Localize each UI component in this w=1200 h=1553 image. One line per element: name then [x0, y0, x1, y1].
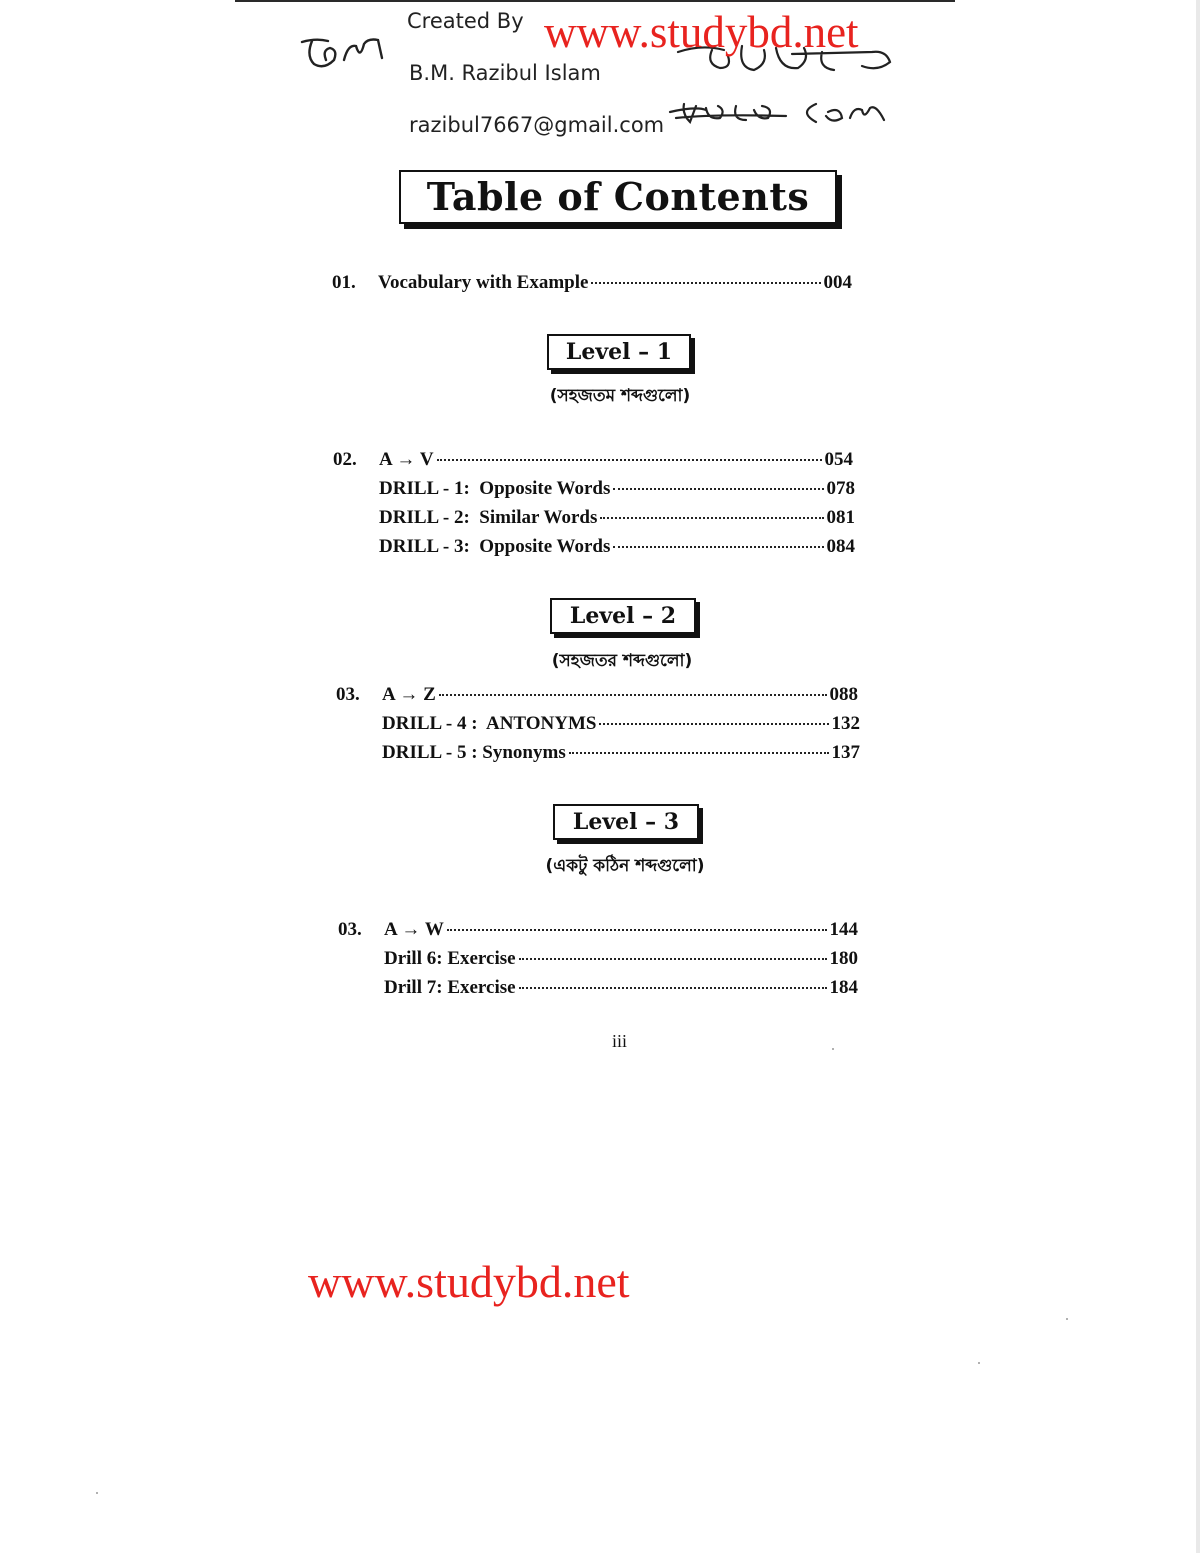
entry-label: DRILL - 2: Similar Words — [379, 507, 598, 528]
dot-leader — [519, 987, 827, 989]
entry-page: 184 — [829, 977, 858, 998]
entry-page: 054 — [824, 449, 853, 470]
entry-label: Drill 7: Exercise — [384, 977, 516, 998]
entry-label: DRILL - 1: Opposite Words — [379, 478, 611, 499]
toc-entry — [338, 919, 858, 945]
entry-label: A → V — [379, 449, 434, 470]
scan-speck — [96, 1492, 98, 1494]
entry-page: 004 — [823, 272, 852, 293]
entry-label: DRILL - 4 : ANTONYMS — [382, 713, 597, 734]
watermark-top: www.studybd.net — [544, 7, 859, 57]
entry-number: 02. — [333, 449, 357, 470]
toc-entry — [333, 507, 855, 533]
toc-entry-vocabulary — [332, 272, 852, 298]
entry-label: Drill 6: Exercise — [384, 948, 516, 969]
scan-speck — [832, 1048, 834, 1050]
dot-leader — [599, 723, 828, 725]
toc-entry — [336, 742, 860, 768]
toc-entry — [338, 948, 858, 974]
toc-entry — [333, 449, 853, 475]
dot-leader — [600, 517, 823, 519]
created-by-label: Created By — [407, 9, 524, 33]
scan-edge-right — [1196, 0, 1200, 1553]
entry-label: A → Z — [382, 684, 436, 705]
dot-leader — [613, 546, 823, 548]
dot-leader — [591, 282, 820, 284]
entry-number: 01. — [332, 272, 356, 293]
level-2-box: Level – 2 — [550, 598, 696, 634]
entry-label: A → W — [384, 919, 444, 940]
dot-leader — [439, 694, 827, 696]
level-3-box: Level – 3 — [553, 804, 699, 840]
page-number: iii — [612, 1031, 628, 1051]
level-2-subtitle: (সহজতর শব্দগুলো) — [551, 651, 693, 671]
entry-page: 180 — [829, 948, 858, 969]
dot-leader — [447, 929, 827, 931]
dot-leader — [519, 958, 827, 960]
entry-page: 144 — [829, 919, 858, 940]
author-name: B.M. Razibul Islam — [409, 61, 601, 85]
entry-label: Vocabulary with Example — [378, 272, 589, 293]
entry-page: 081 — [826, 507, 855, 528]
entry-page: 084 — [826, 536, 855, 557]
level-1-box: Level – 1 — [547, 334, 691, 370]
toc-entry — [338, 977, 858, 1003]
entry-number: 03. — [336, 684, 360, 705]
toc-entry — [336, 684, 858, 710]
entry-label: DRILL - 5 : Synonyms — [382, 742, 566, 763]
scan-edge-top — [235, 0, 955, 2]
entry-page: 132 — [831, 713, 860, 734]
entry-number: 03. — [338, 919, 362, 940]
scan-speck — [1066, 1318, 1068, 1320]
level-1-subtitle: (সহজতম শব্দগুলো) — [549, 386, 691, 406]
handwritten-mark-left — [298, 30, 390, 72]
dot-leader — [569, 752, 829, 754]
entry-page: 088 — [829, 684, 858, 705]
scan-speck — [978, 1362, 980, 1364]
toc-entry — [336, 713, 860, 739]
entry-page: 137 — [831, 742, 860, 763]
level-3-subtitle: (একটু কঠিন শব্দগুলো) — [545, 856, 705, 876]
toc-entry — [333, 536, 855, 562]
author-email: razibul7667@gmail.com — [409, 113, 665, 137]
handwritten-yahoo-note — [666, 92, 892, 138]
entry-page: 078 — [826, 478, 855, 499]
toc-entry — [333, 478, 855, 504]
dot-leader — [613, 488, 823, 490]
entry-label: DRILL - 3: Opposite Words — [379, 536, 611, 557]
toc-title: Table of Contents — [399, 170, 837, 224]
watermark-bottom: www.studybd.net — [308, 1256, 630, 1307]
dot-leader — [437, 459, 822, 461]
